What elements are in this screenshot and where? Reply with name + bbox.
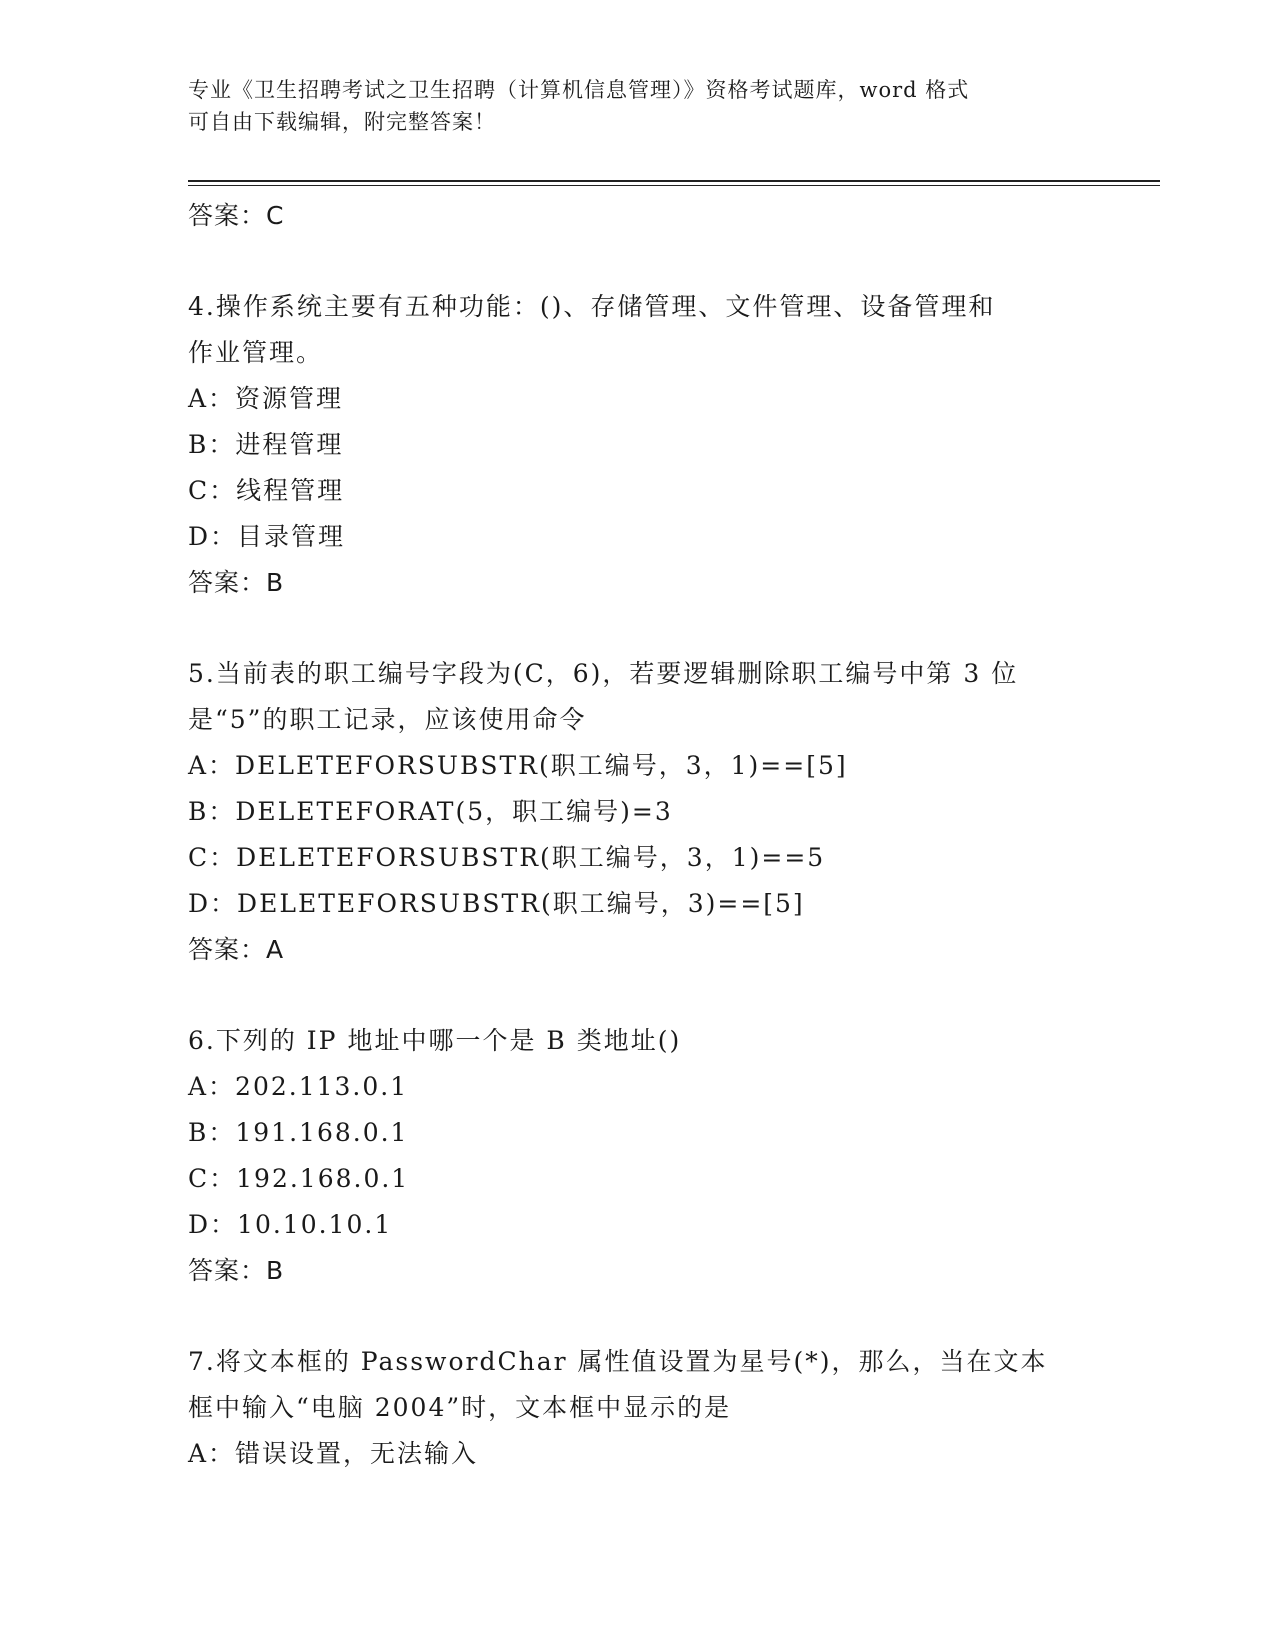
- question-6-stem-line-1: 6.下列的 IP 地址中哪一个是 B 类地址(): [188, 1026, 682, 1055]
- question-6-option-d: D：10.10.10.1: [188, 1210, 393, 1239]
- question-4: [188, 284, 1088, 606]
- question-7-stem-line-1: 7.将文本框的 PasswordChar 属性值设置为星号(*)，那么，当在文本: [188, 1347, 1048, 1376]
- question-5-option-d: D：DELETEFORSUBSTR(职工编号，3)==[5]: [188, 889, 805, 918]
- question-4-option-a: A：资源管理: [188, 384, 344, 413]
- question-7: [188, 1339, 1088, 1477]
- question-6-option-c: C：192.168.0.1: [188, 1164, 410, 1193]
- question-5-option-c: C：DELETEFORSUBSTR(职工编号，3，1)==5: [188, 843, 826, 872]
- question-6: [188, 1018, 1088, 1294]
- header-divider-thick: [188, 180, 1160, 182]
- question-5-answer: 答案：A: [188, 935, 285, 964]
- spacer: [188, 973, 1088, 1018]
- question-4-option-c: C：线程管理: [188, 476, 345, 505]
- answer-q3: 答案：C: [188, 201, 285, 230]
- header-line-2: 可自由下载编辑，附完整答案！: [188, 110, 496, 134]
- question-list: [188, 193, 1088, 1477]
- spacer: [188, 606, 1088, 651]
- spacer: [188, 1294, 1088, 1339]
- header-divider-thin: [188, 185, 1160, 186]
- question-5-option-b: B：DELETEFORAT(5，职工编号)=3: [188, 797, 673, 826]
- question-4-answer: 答案：B: [188, 568, 285, 597]
- question-5: [188, 651, 1088, 973]
- question-5-stem-line-1: 5.当前表的职工编号字段为(C，6)，若要逻辑删除职工编号中第 3 位: [188, 659, 1019, 688]
- question-7-stem-line-2: 框中输入“电脑 2004”时，文本框中显示的是: [188, 1393, 732, 1422]
- document-header: [188, 74, 1068, 138]
- question-6-option-a: A：202.113.0.1: [188, 1072, 409, 1101]
- question-4-stem-line-2: 作业管理。: [188, 338, 324, 367]
- question-5-stem-line-2: 是“5”的职工记录，应该使用命令: [188, 705, 587, 734]
- question-4-option-d: D：目录管理: [188, 522, 346, 551]
- question-6-option-b: B：191.168.0.1: [188, 1118, 409, 1147]
- spacer: [188, 239, 1088, 284]
- question-5-option-a: A：DELETEFORSUBSTR(职工编号，3，1)==[5]: [188, 751, 848, 780]
- question-4-option-b: B：进程管理: [188, 430, 344, 459]
- header-line-1: 专业《卫生招聘考试之卫生招聘（计算机信息管理）》资格考试题库，word 格式: [188, 78, 970, 102]
- question-4-stem-line-1: 4.操作系统主要有五种功能：()、存储管理、文件管理、设备管理和: [188, 292, 996, 321]
- question-7-option-a: A：错误设置，无法输入: [188, 1439, 479, 1468]
- question-6-answer: 答案：B: [188, 1256, 285, 1285]
